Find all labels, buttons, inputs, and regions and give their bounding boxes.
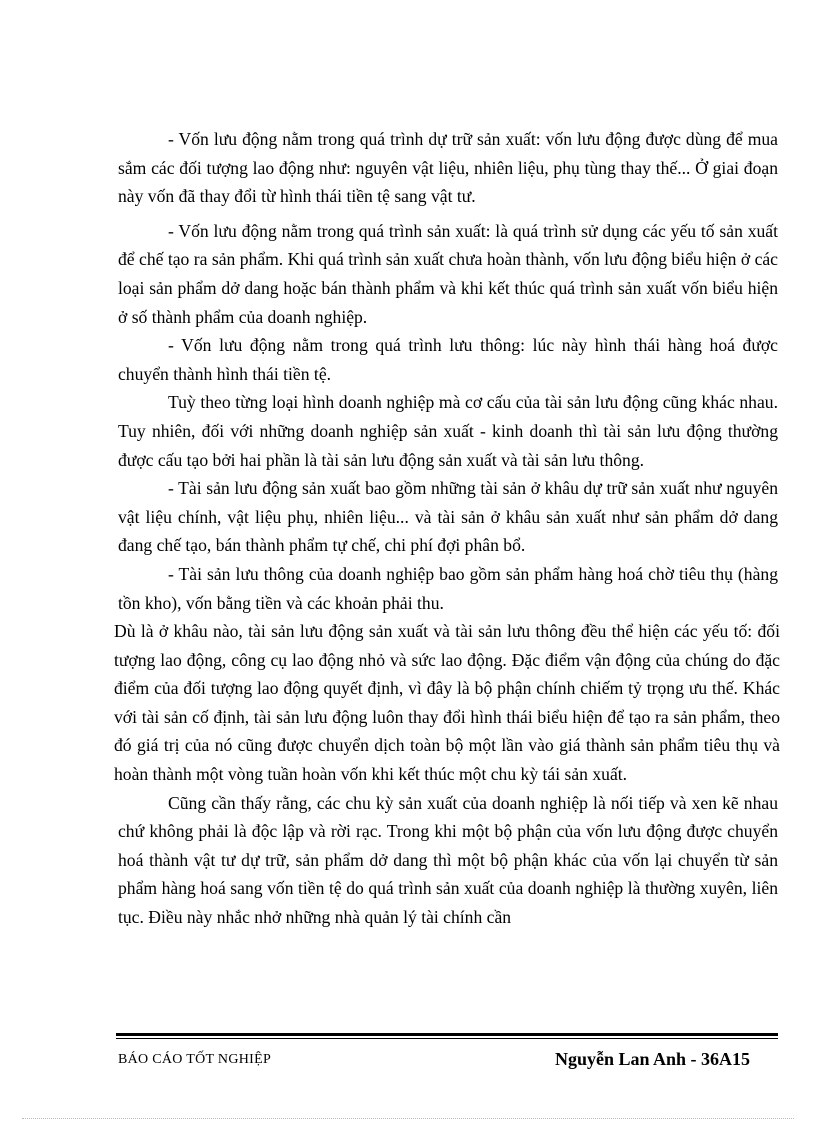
footer-author: Nguyễn Lan Anh - 36A15 <box>554 1049 750 1069</box>
paragraph-7: Dù là ở khâu nào, tài sản lưu động sản xuất và tài sản lưu thông đều thể hiện các yếu tố: đối tượng lao động, công cụ lao động nhỏ và sức lao động. Đặc điểm vận động của chúng do đặc điểm của đối tượng lao động quyết định, vì đây là bộ phận chính chiếm tỷ trọng ưu thế. Khác với tài sản cố định, tài sản lưu động luôn thay đổi hình thái biểu hiện để tạo ra sản phẩm, theo đó giá trị của nó cũng được chuyển dịch toàn bộ một lần vào giá thành sản phẩm tiêu thụ và hoàn thành một vòng tuần hoàn vốn khi kết thúc một chu kỳ tái sản xuất. <box>114 621 780 785</box>
paragraph-8: Cũng cần thấy rằng, các chu kỳ sản xuất của doanh nghiệp là nối tiếp và xen kẽ nhau chứ không phải là độc lập và rời rạc. Trong khi một bộ phận của vốn lưu động được chuyển hoá thành vật tư dự trữ, sản phẩm dở dang thì một bộ phận khác của vốn lại chuyển từ sản phẩm hàng hoá sang vốn tiền tệ do quá trình sản xuất của doanh nghiệp là thường xuyên, liên tục. Điều này nhắc nhở những nhà quản lý tài chính cần <box>118 792 778 928</box>
paragraph-6: - Tài sản lưu thông của doanh nghiệp bao gồm sản phẩm hàng hoá chờ tiêu thụ (hàng tồn kho), vốn bằng tiền và các khoản phải thu. <box>118 563 778 613</box>
footer-report-title: BÁO CÁO TỐT NGHIỆP <box>118 1052 272 1067</box>
paragraph-1: - Vốn lưu động nằm trong quá trình dự trữ sản xuất: vốn lưu động được dùng để mua sắm các đối tượng lao động như: nguyên vật liệu, nhiên liệu, phụ tùng thay thế... Ở giai đoạn này vốn đã thay đổi từ hình thái tiền tệ sang vật tư. <box>118 129 778 207</box>
page-bottom-edge <box>22 1118 794 1119</box>
document-body <box>114 125 780 932</box>
paragraph-5: - Tài sản lưu động sản xuất bao gồm những tài sản ở khâu dự trữ sản xuất như nguyên vật liệu chính, vật liệu phụ, nhiên liệu... và tài sản ở khâu sản xuất như sản phẩm dở dang đang chế tạo, bán thành phẩm tự chế, chi phí đợi phân bổ. <box>118 478 778 556</box>
paragraph-3: - Vốn lưu động nằm trong quá trình lưu thông: lúc này hình thái hàng hoá được chuyển thành hình thái tiền tệ. <box>118 335 778 384</box>
paragraph-4: Tuỳ theo từng loại hình doanh nghiệp mà cơ cấu của tài sản lưu động cũng khác nhau. Tuy nhiên, đối với những doanh nghiệp sản xuất - kinh doanh thì tài sản lưu động thường được cấu tạo bởi hai phần là tài sản lưu động sản xuất và tài sản lưu thông. <box>118 392 778 470</box>
paragraph-2: - Vốn lưu động nằm trong quá trình sản xuất: là quá trình sử dụng các yếu tố sản xuất để chế tạo ra sản phẩm. Khi quá trình sản xuất chưa hoàn thành, vốn lưu động biểu hiện ở các loại sản phẩm dở dang hoặc bán thành phẩm và khi kết thúc quá trình sản xuất vốn biểu hiện ở số thành phẩm của doanh nghiệp. <box>118 220 778 327</box>
footer-rule-thick <box>116 1033 778 1036</box>
footer-rule-thin <box>116 1038 778 1039</box>
